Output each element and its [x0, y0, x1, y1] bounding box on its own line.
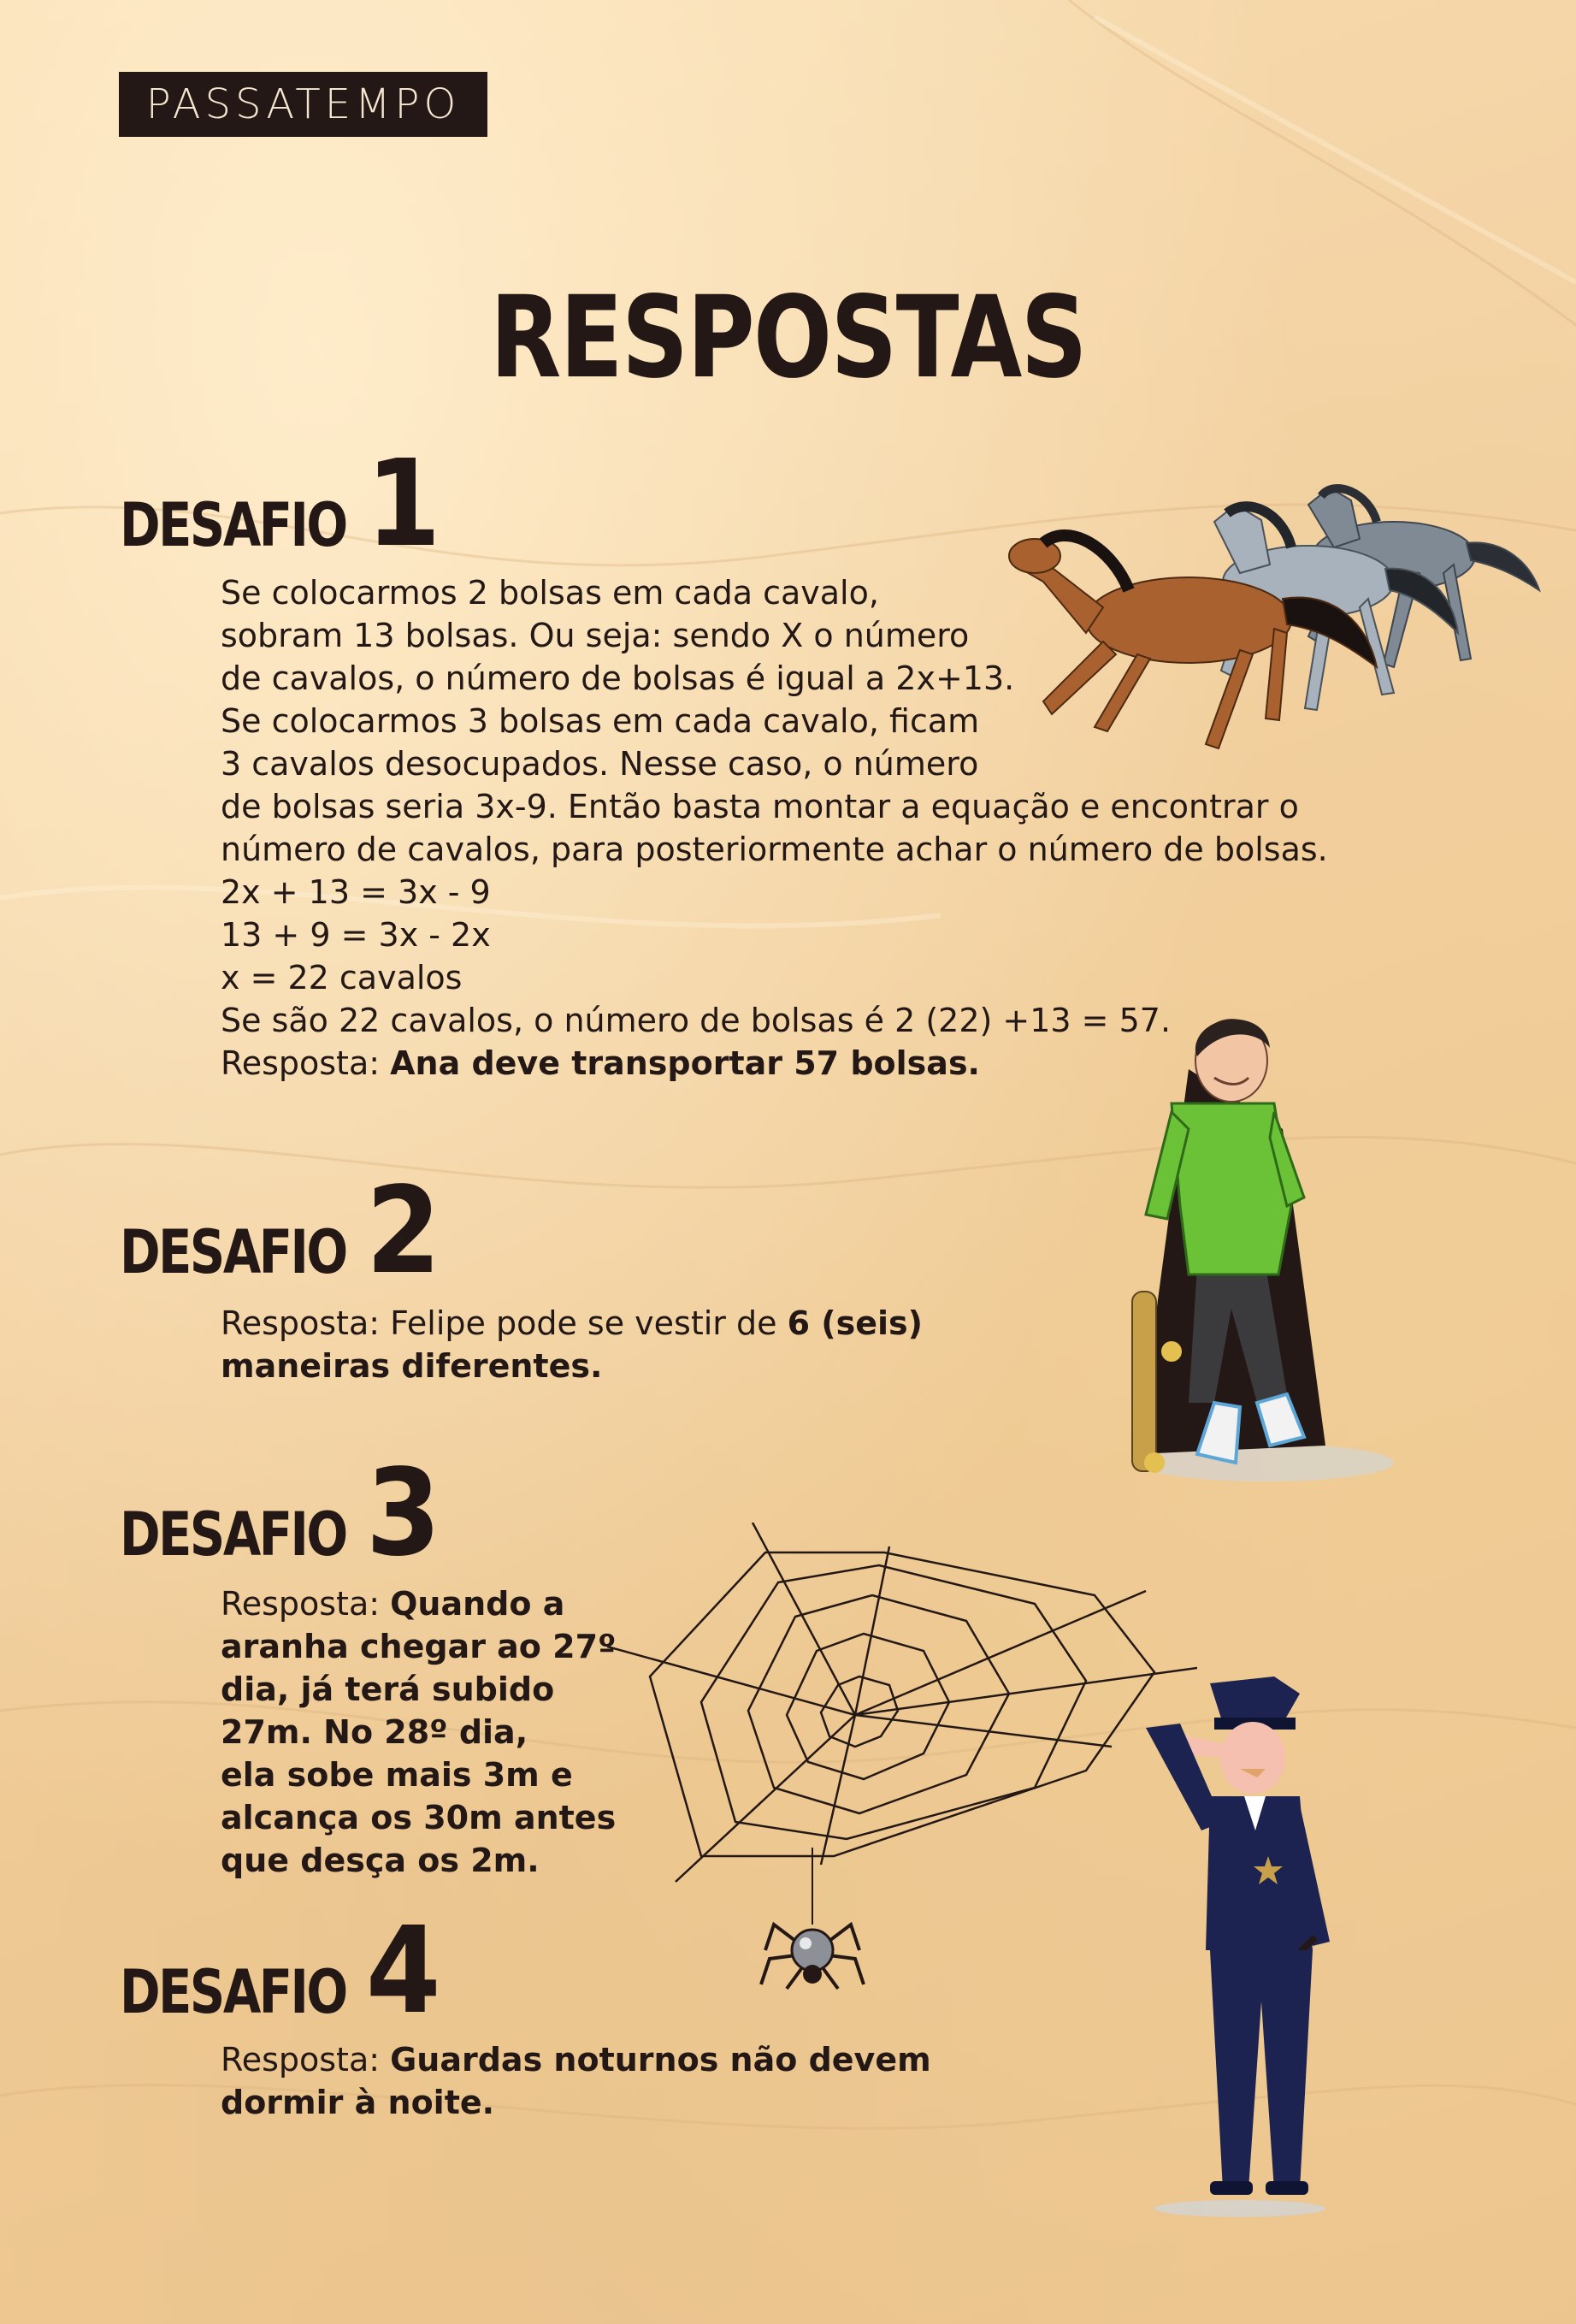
answer-bold: 27m. No 28º dia,	[221, 1713, 528, 1751]
answer-bold: ela sobe mais 3m e	[221, 1756, 573, 1794]
guard-head	[1220, 1722, 1285, 1794]
desafio-2-answer-cont	[221, 1345, 923, 1387]
desafio-1-word: DESAFIO	[120, 490, 346, 560]
desafio-1-heading	[120, 435, 445, 574]
desafio-3-line	[221, 1668, 616, 1711]
answer-bold: que desça os 2m.	[221, 1842, 540, 1879]
desafio-3-line	[221, 1753, 616, 1796]
desafio-1-line: número de cavalos, para posteriormente achar o número de bolsas.	[221, 831, 1328, 868]
desafio-4-heading	[120, 1901, 445, 2041]
desafio-2-number: 2	[365, 1162, 441, 1301]
answer-bold: dormir à noite.	[221, 2084, 495, 2121]
answer-prefix: Resposta: Felipe pode se vestir de	[221, 1304, 788, 1342]
answer-bold: Guardas noturnos não devem	[390, 2041, 931, 2079]
desafio-3-heading	[120, 1444, 445, 1583]
answer-prefix: Resposta:	[221, 1585, 391, 1623]
desafio-1-line: Se são 22 cavalos, o número de bolsas é 2 (22) +13 = 57.	[221, 1002, 1172, 1039]
desafio-3-line	[221, 1625, 616, 1668]
desafio-3-line	[221, 1711, 616, 1753]
brand-label: PASSATEMPO	[145, 80, 461, 128]
desafio-1-line: Se colocarmos 3 bolsas em cada cavalo, ficam	[221, 702, 980, 740]
desafio-2-answer	[221, 1302, 923, 1345]
desafio-1-line: sobram 13 bolsas. Ou seja: sendo X o número	[221, 617, 970, 654]
spider-web-illustration	[607, 1523, 1197, 2019]
spider-icon	[761, 1925, 864, 1989]
boy-illustration	[1120, 1001, 1420, 1531]
answer-bold: dia, já terá subido	[221, 1671, 555, 1708]
desafio-4-number: 4	[365, 1901, 441, 2041]
desafio-1-line: Se colocarmos 2 bolsas em cada cavalo,	[221, 574, 879, 612]
answer-bold: 6 (seis)	[787, 1304, 924, 1342]
desafio-4-answer	[221, 2038, 931, 2081]
desafio-4-answer-cont	[221, 2081, 931, 2124]
answer-prefix: Resposta:	[221, 1044, 391, 1082]
desafio-1-line: x = 22 cavalos	[221, 959, 463, 996]
desafio-3-word: DESAFIO	[120, 1499, 346, 1570]
answer-prefix: Resposta:	[221, 2041, 391, 2079]
desafio-3-text	[221, 1582, 616, 1882]
answer-bold: Quando a	[390, 1585, 565, 1623]
answer-bold: maneiras diferentes.	[221, 1347, 603, 1385]
horses-illustration	[992, 470, 1548, 761]
answer-bold: aranha chegar ao 27º	[221, 1628, 617, 1665]
page-title: RESPOSTAS	[490, 272, 1086, 404]
guard-hat	[1210, 1676, 1300, 1724]
desafio-2-word: DESAFIO	[120, 1217, 346, 1287]
desafio-1-line: de cavalos, o número de bolsas é igual a 2x+13.	[221, 659, 1015, 697]
desafio-1-line: 13 + 9 = 3x - 2x	[221, 916, 491, 954]
skateboard	[1132, 1292, 1156, 1471]
brand-badge	[119, 72, 487, 137]
answer-bold: Ana deve transportar 57 bolsas.	[390, 1044, 980, 1082]
desafio-3-number: 3	[365, 1444, 441, 1583]
guard-illustration	[1129, 1676, 1351, 2224]
desafio-3-line	[221, 1796, 616, 1839]
desafio-1-line: 3 cavalos desocupados. Nesse caso, o número	[221, 745, 979, 783]
desafio-4-text	[221, 2038, 931, 2124]
answer-bold: alcança os 30m antes	[221, 1799, 617, 1836]
desafio-1-line: 2x + 13 = 3x - 9	[221, 873, 491, 911]
desafio-2-heading	[120, 1162, 445, 1301]
desafio-3-answer	[221, 1582, 616, 1625]
desafio-3-line	[221, 1839, 616, 1882]
desafio-4-word: DESAFIO	[120, 1957, 346, 2027]
desafio-1-number: 1	[365, 435, 441, 574]
desafio-2-text	[221, 1302, 923, 1387]
desafio-1-line: de bolsas seria 3x-9. Então basta montar a equação e encontrar o	[221, 788, 1299, 825]
